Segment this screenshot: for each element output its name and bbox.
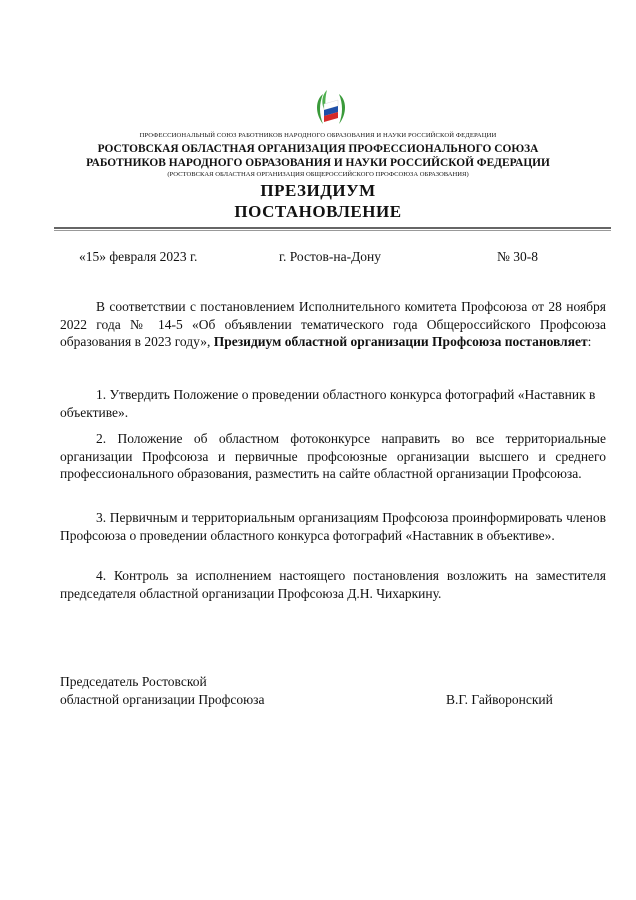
intro-bold-text: Президиум областной организации Профсоюза постановляет [213, 334, 588, 350]
resolution-item-4: 4. Контроль за исполнением настоящего постановления возложить на заместителя председателя областной организации Профсоюза Д.Н. Чихаркину. [60, 568, 606, 601]
resolution-item-2: 2. Положение об областном фотоконкурсе направить во все территориальные организации Профсоюза и первичные профсоюзные организации высшего и среднего профессионального образования, разместить на сайте областной организации Профсоюза. [60, 431, 606, 482]
resolution-title: ПОСТАНОВЛЕНИЕ [234, 202, 402, 221]
intro-paragraph [60, 298, 606, 351]
presidium-title: ПРЕЗИДИУМ [260, 181, 376, 200]
resolution-city: г. Ростов-на-Дону [279, 249, 382, 264]
signatory-position-line2: областной организации Профсоюза [60, 692, 265, 707]
resolution-number: № 30-8 [497, 249, 539, 264]
union-logo-icon [309, 86, 353, 130]
intro-text: В соответствии с постановлением Исполнительного комитета Профсоюза от 28 ноября 2022 года № 14-5 «Об объявлении тематического года Общероссийского Профсоюза образования в 2023 году», [60, 299, 606, 350]
header-divider-thin [54, 230, 611, 231]
organization-name-line2: РАБОТНИКОВ НАРОДНОГО ОБРАЗОВАНИЯ И НАУКИ РОССИЙСКОЙ ФЕДЕРАЦИИ [86, 157, 550, 169]
signatory-name: В.Г. Гайворонский [446, 692, 553, 707]
union-name-line: ПРОФЕССИОНАЛЬНЫЙ СОЮЗ РАБОТНИКОВ НАРОДНОГО ОБРАЗОВАНИЯ И НАУКИ РОССИЙСКОЙ ФЕДЕРАЦИИ [139, 132, 497, 139]
organization-name-line1: РОСТОВСКАЯ ОБЛАСТНАЯ ОРГАНИЗАЦИЯ ПРОФЕССИОНАЛЬНОГО СОЮЗА [97, 143, 539, 155]
resolution-date: «15» февраля 2023 г. [79, 249, 198, 264]
header-divider [54, 227, 611, 229]
organization-short-name: (РОСТОВСКАЯ ОБЛАСТНАЯ ОРГАНИЗАЦИЯ ОБЩЕРОССИЙСКОГО ПРОФСОЮЗА ОБРАЗОВАНИЯ) [167, 171, 469, 178]
resolution-item-3: 3. Первичным и территориальным организациям Профсоюза проинформировать членов Профсоюза о проведении областного конкурса фотографий «Наставник в объективе». [60, 510, 606, 543]
resolution-item-1: 1. Утвердить Положение о проведении областного конкурса фотографий «Наставник в объективе». [60, 387, 596, 420]
intro-end: : [587, 334, 592, 350]
signatory-position-line1: Председатель Ростовской [60, 674, 207, 689]
